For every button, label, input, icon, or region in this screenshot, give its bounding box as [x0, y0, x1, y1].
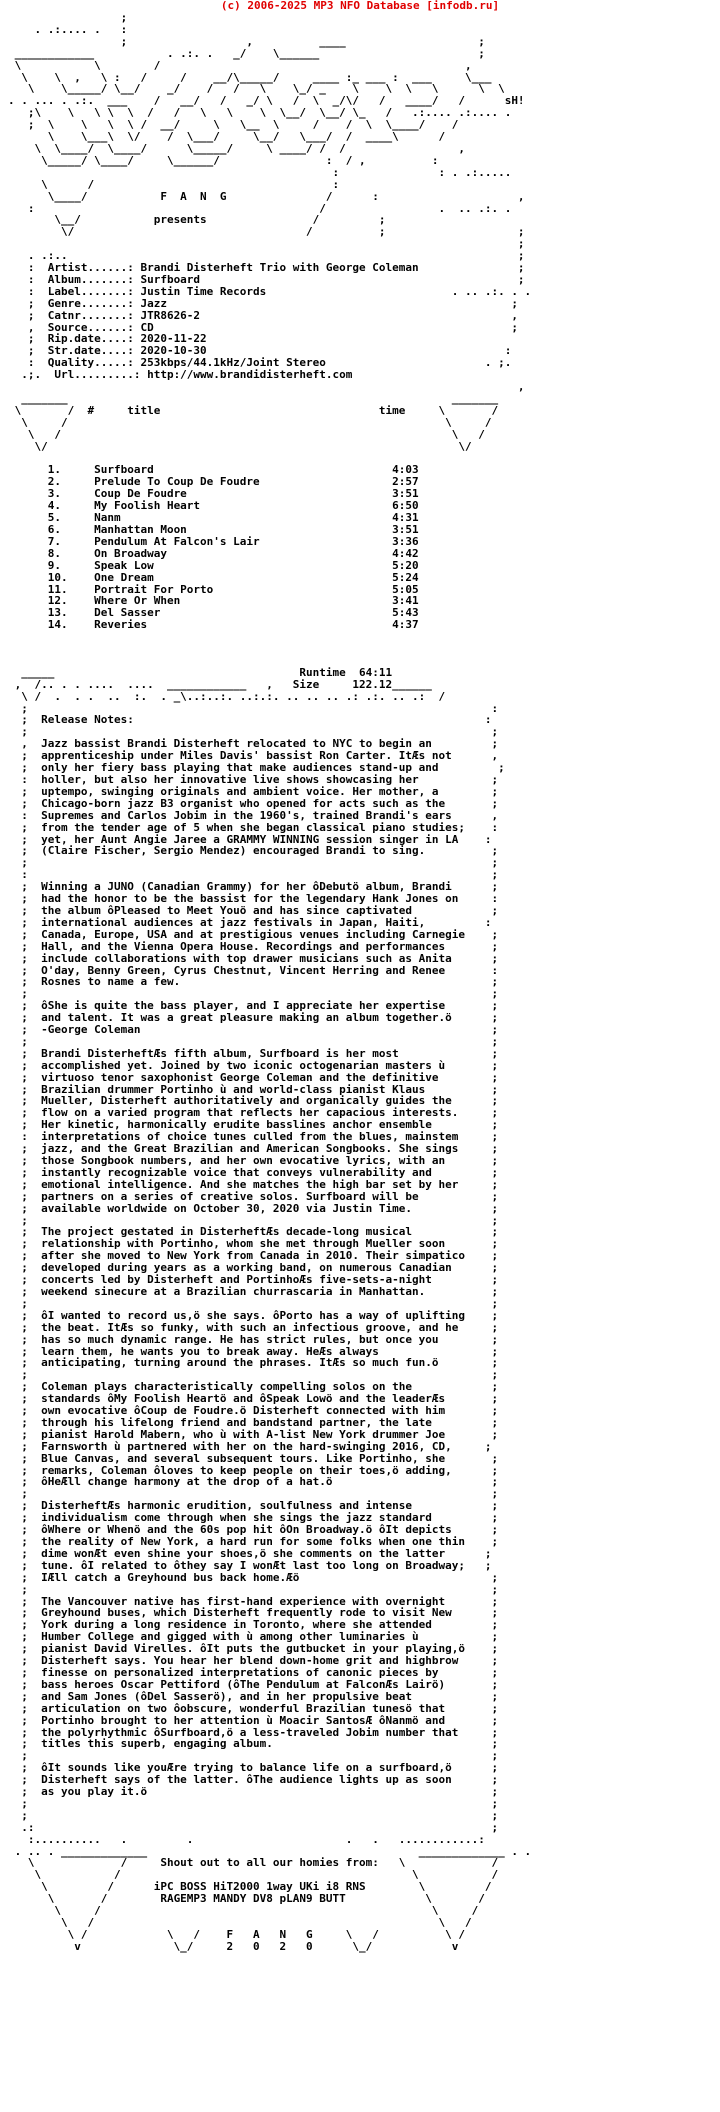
site-header: (c) 2006-2025 MP3 NFO Database [infodb.ru]	[220, 0, 500, 12]
nfo-text: ; . .:.... . : ; , ____ ; ____________ . .:. . _/ \______ ; \ \ / , \ \ , \ : / / __/\_____/ ____ :_ ___ : ___ \___ \ \_____/ \__/ _/ / / \ \_/ _ \ \ \ \ \ \ . . ... . .:. ___ / __/ / _/ \ / \ _/\/ / ____/ / sH! ;\ \ \ \ \ / / \ \ \ \__/ \__/ \_ / .:.... .:.... . ; \ \ \ \ / __/ \ \__ \ / / \ \____/ / \ \___\ \/ / \___/ \__/ \___/ / ____\ / \ \____/ \____/ \_____/ \ ____/ / / , \_____/ \____/ \______/ : / , : : : . .:..... \ / : \____/ F A N G / : , : / . .. .:. . \__/ presents / ; \/ / ; ; ; . .:.. ; : Artist......: Brandi Disterheft Trio with George Coleman ; : Album.......: Surfboard ; : Label.......: Justin Time Records . .. .:. . . ; Genre.......: Jazz ; ; Catnr.......: JTR8626-2 , , Source......: CD ; ; Rip.date....: 2020-11-22 ; Str.date....: 2020-10-30 : : Quality.....: 253kbps/44.1kHz/Joint Stereo . ;. .;. Url.........: http://www.brandidisterheft.com , _______ _______ \ / # title time \ / \ / \ / \ / \ / \/ \/ 1. Surfboard 4:03 2. Prelude To Coup De Foudre 2:57 3. Coup De Foudre 3:51 4. My Foolish Heart 6:50 5. Nanm 4:31 6. Manhattan Moon 3:51 7. Pendulum At Falcon's Lair 3:36 8. On Broadway 4:42 9. Speak Low 5:20 10. One Dream 5:24 11. Portrait For Porto 5:05 12. Where Or When 3:41 13. Del Sasser 5:43 14. Reveries 4:37 _____ Runtime 64:11 , /.. . . .... .... ____________ , Size 122.12______ \ / . . . .. :. . _\..:..:. ..:.:. .. .. .. .: .:. .. .: / ; : ; Release Notes: : ; ; , Jazz bassist Brandi Disterheft relocated to NYC to begin an ; ; apprenticeship under Miles Davis' bassist Ron Carter. ItÆs not , ; only her fiery bass playing that make audiences stand-up and ; : holler, but also her innovative live shows showcasing her ; ; uptempo, swinging originals and ambient voice. Her mother, a ; ; Chicago-born jazz B3 organist who opened for acts such as the ; : Supremes and Carlos Jobim in the 1960's, trained Brandi's ears , ; from the tender age of 5 when she began classical piano studies; : ; yet, her Aunt Angie Jaree a GRAMMY WINNING session singer in LA : ; (Claire Fischer, Sergio Mendez) encouraged Brandi to sing. ; ; ; : ; ; Winning a JUNO (Canadian Grammy) for her ôDebutö album, Brandi ; ; had the honor to be the bassist for the legendary Hank Jones on : ; the album ôPleased to Meet Youö and has since captivated ; ; international audiences at jazz festivals in Japan, Haiti, : ; Canada, Europe, USA and at prestigious venues including Carnegie ; ; Hall, and the Vienna Opera House. Recordings and performances ; ; include collaborations with top drawer musicians such as Anita ; ; O'day, Benny Green, Cyrus Chestnut, Vincent Herring and Renee : ; Rosnes to name a few. ; ; ; ; ôShe is quite the bass player, and I appreciate her expertise ; ; and talent. It was a great pleasure making an album together.ö ; ; -George Coleman ; ; ; ; Brandi DisterheftÆs fifth album, Surfboard is her most ; ; accomplished yet. Joined by two iconic octogenarian masters ù ; ; virtuoso tenor saxophonist George Coleman and the definitive ; ; Brazilian drummer Portinho ù and world-class pianist Klaus ; ; Mueller, Disterheft authoritatively and organically guides the ; ; flow on a varied program that reflects her capacious interests. ; ; Her kinetic, harmonically erudite basslines anchor ensemble ; : interpretations of choice tunes culled from the blues, mainstem ; ; jazz, and the Great Brazilian and American Songbooks. She sings ; ; those Songbook numbers, and her own evocative lyrics, with an ; ; instantly recognizable voice that conveys vulnerability and ; ; emotional intelligence. And she matches the high bar set by her ; ; partners on a series of creative solos. Surfboard will be ; ; available worldwide on October 30, 2020 via Justin Time. ; ; ; ; The project gestated in DisterheftÆs decade-long musical ; ; relationship with Portinho, whom she met through Mueller soon ; ; after she moved to New York from Canada in 2010. Their simpatico ; ; developed during years as a working band, on numerous Canadian ; ; concerts led by Disterheft and PortinhoÆs five-sets-a-night ; ; weekend sinecure at a Brazilian churrascaria in Manhattan. ; ; ; ; ôI wanted to record us,ö she says. ôPorto has a way of uplifting ; ; the beat. ItÆs so funky, with such an infectious groove, and he ; ; has so much dynamic range. He has strict rules, but once you ; ; learn them, he wants you to break away. HeÆs always ; ; anticipating, turning around the phrases. ItÆs so much fun.ö ; ; ; ; Coleman plays characteristically compelling solos on the ; ; standards ôMy Foolish Heartö and ôSpeak Lowö and the leaderÆs ; ; own evocative ôCoup de Foudre.ö Disterheft connected with him ; ; through his lifelong friend and bandstand partner, the late ; ; pianist Harold Mabern, who ù with A-list New York drummer Joe ; ; Farnsworth ù partnered with her on the hard-swinging 2016, CD, ; ; Blue Canvas, and several subsequent tours. Like Portinho, she ; ; remarks, Coleman ôloves to keep people on their toes,ö adding, ; ; ôHeÆll change harmony at the drop of a hat.ö ; ; ; ; DisterheftÆs harmonic erudition, soulfulness and intense ; ; individualism come through when she sings the jazz standard ; ; ôWhere or Whenö and the 60s pop hit ôOn Broadway.ö ôIt depicts ; ; the reality of New York, a hard run for some folks when one thin ; ; dime wonÆt even shine your shoes,ö she comments on the latter ; ; tune. ôI related to ôthey say I wonÆt last too long on Broadway; ; ; IÆll catch a Greyhound bus back home.Æö ; ; ; ; The Vancouver native has first-hand experience with overnight ; ; Greyhound buses, which Disterheft frequently rode to visit New ; ; York during a long residence in Toronto, where she attended ; ; Humber College and gigged with ù among other luminaries ù ; ; pianist David Virelles. ôIt puts the gutbucket in your playing,ö ; ; Disterheft says. You hear her blend down-home grit and highbrow ; ; finesse on personalized interpretations of canonic pieces by ; ; bass heroes Oscar Pettiford (ôThe Pendulum at FalconÆs Lairö) ; ; and Sam Jones (ôDel Sasserö), and in her propulsive beat ; ; articulation on two ôobscure, wonderful Brazilian tunesö that ; ; Portinho brought to her attention ù Moacir SantosÆ ôNanmö and ; ; the polyrhythmic ôSurfboard,ö a less-traveled Jobim number that ; ; titles this superb, engaging album. ; ; ; ; ôIt sounds like youÆre trying to balance life on a surfboard,ö ; ; Disterheft says of the latter. ôThe audience lights up as soon ; ; as you play it.ö ; ; ; ; ; .: ; :.......... . . . . ............: . .. . _____________ _____________ . . \ / Shout out to all our homies from: \ / \ / \ / \ / iPC BOSS HiT2000 1way UKi i8 RNS \ / \ / RAGEMP3 MANDY DV8 pLAN9 BUTT \ / \ / \ / \ / \ / \ / \ / F A N G \ / \ / v \_/ 2 0 2 0 \_/ v	[8, 12, 532, 1953]
